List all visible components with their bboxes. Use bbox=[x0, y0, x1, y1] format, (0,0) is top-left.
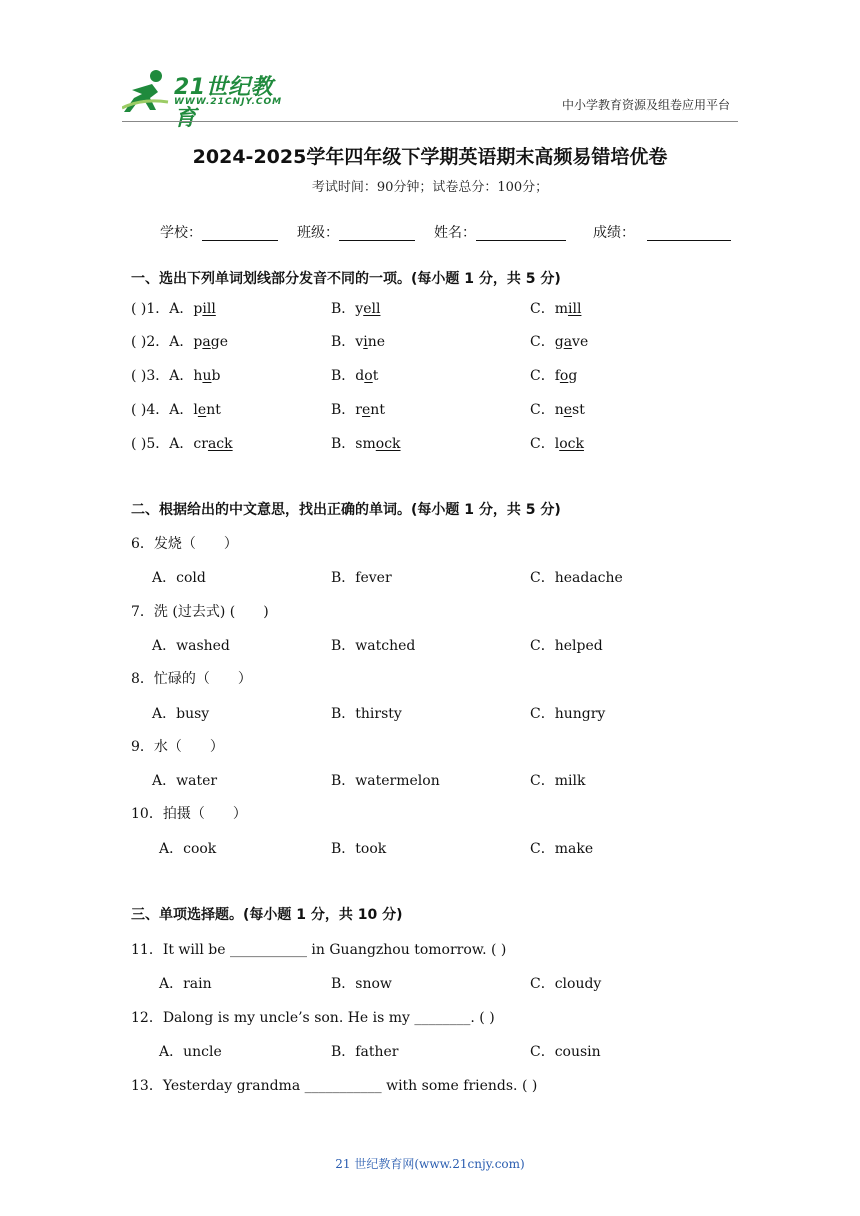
platform-name: 中小学教育资源及组卷应用平台 bbox=[561, 98, 730, 112]
question-2: ( )2．A．page bbox=[131, 334, 228, 350]
question-1-option-b[interactable]: B．yell bbox=[331, 301, 381, 317]
question-5-option-b[interactable]: B．smock bbox=[331, 436, 401, 452]
question-9-stem: 9．水（ ） bbox=[131, 739, 224, 755]
question-12-option-c[interactable]: C．cousin bbox=[530, 1044, 601, 1060]
question-1-option-c[interactable]: C．mill bbox=[530, 301, 582, 317]
exam-subtitle: 考试时间：90分钟；试卷总分：100分； bbox=[311, 180, 549, 195]
section-1-heading: 一、选出下列单词划线部分发音不同的一项。(每小题 1 分，共 5 分) bbox=[131, 271, 561, 287]
question-5: ( )5．A．crack bbox=[131, 436, 233, 452]
section-3-heading: 三、单项选择题。(每小题 1 分，共 10 分) bbox=[131, 907, 403, 923]
question-11-stem: 11．It will be ___________ in Guangzhou tomorrow. ( ) bbox=[131, 942, 507, 958]
question-8-stem: 8．忙碌的（ ） bbox=[131, 671, 252, 687]
question-12-stem: 12．Dalong is my uncle’s son. He is my ________. ( ) bbox=[131, 1010, 495, 1026]
underlined-part: e bbox=[197, 402, 207, 418]
underlined-part: u bbox=[202, 368, 212, 384]
question-11-option-b[interactable]: B．snow bbox=[331, 976, 392, 992]
question-8-option-c[interactable]: C．hungry bbox=[530, 706, 606, 722]
underlined-part: ill bbox=[568, 301, 582, 317]
section-2-heading: 二、根据给出的中文意思，找出正确的单词。(每小题 1 分，共 5 分) bbox=[131, 502, 561, 518]
score-field[interactable] bbox=[593, 222, 731, 242]
exam-title: 2024-2025学年四年级下学期英语期末高频易错培优卷 bbox=[192, 146, 668, 168]
question-8-option-a[interactable]: A．busy bbox=[152, 706, 210, 722]
question-6-option-c[interactable]: C．headache bbox=[530, 570, 623, 586]
class-blank[interactable] bbox=[339, 224, 415, 241]
footer[interactable]: 21 世纪教育网(www.21cnjy.com) bbox=[335, 1157, 525, 1171]
underlined-part: ill bbox=[202, 301, 216, 317]
underlined-part: e bbox=[362, 402, 371, 418]
question-9-option-c[interactable]: C．milk bbox=[530, 773, 586, 789]
underlined-part: i bbox=[363, 334, 368, 350]
question-10-option-a[interactable]: A．cook bbox=[159, 841, 217, 857]
question-9-option-b[interactable]: B．watermelon bbox=[331, 773, 440, 789]
score-blank[interactable] bbox=[647, 224, 731, 241]
question-7-option-c[interactable]: C．helped bbox=[530, 638, 603, 654]
underlined-part: a bbox=[202, 334, 211, 350]
header-divider bbox=[122, 121, 738, 122]
question-2-option-c[interactable]: C．gave bbox=[530, 334, 589, 350]
school-label: 学校： bbox=[160, 225, 202, 241]
underlined-part: o bbox=[364, 368, 373, 384]
question-12-option-a[interactable]: A．uncle bbox=[159, 1044, 222, 1060]
underlined-part: ack bbox=[207, 436, 233, 452]
name-label: 姓名： bbox=[434, 225, 476, 241]
question-11-option-c[interactable]: C．cloudy bbox=[530, 976, 602, 992]
underlined-part: o bbox=[559, 368, 569, 384]
question-4: ( )4．A．lent bbox=[131, 402, 221, 418]
question-10-option-c[interactable]: C．make bbox=[530, 841, 594, 857]
logo bbox=[122, 68, 292, 131]
school-blank[interactable] bbox=[202, 224, 278, 241]
underlined-part: ock bbox=[559, 436, 584, 452]
question-11-option-a[interactable]: A．rain bbox=[159, 976, 212, 992]
logo-text: 21世纪教育 bbox=[174, 75, 274, 131]
name-blank[interactable] bbox=[476, 224, 566, 241]
question-7-option-a[interactable]: A．washed bbox=[152, 638, 230, 654]
question-8-option-b[interactable]: B．thirsty bbox=[331, 706, 402, 722]
question-9-option-a[interactable]: A．water bbox=[152, 773, 218, 789]
underlined-part: ell bbox=[363, 301, 381, 317]
underlined-part: ock bbox=[375, 436, 401, 452]
question-6-option-b[interactable]: B．fever bbox=[331, 570, 392, 586]
question-5-option-c[interactable]: C．lock bbox=[530, 436, 584, 452]
score-label: 成绩： bbox=[593, 225, 635, 241]
school-field[interactable] bbox=[160, 222, 278, 242]
question-12-option-b[interactable]: B．father bbox=[331, 1044, 399, 1060]
question-10-option-b[interactable]: B．took bbox=[331, 841, 387, 857]
question-6-option-a[interactable]: A．cold bbox=[152, 570, 206, 586]
underlined-part: a bbox=[563, 334, 573, 350]
runner-logo-icon bbox=[122, 68, 172, 114]
question-4-option-c[interactable]: C．nest bbox=[530, 402, 585, 418]
question-2-option-b[interactable]: B．vine bbox=[331, 334, 386, 350]
logo-url: WWW.21CNJY.COM bbox=[174, 97, 283, 107]
question-7-stem: 7．洗 (过去式) ( ) bbox=[131, 604, 269, 620]
underlined-part: e bbox=[563, 402, 573, 418]
class-field[interactable] bbox=[297, 222, 415, 242]
question-4-option-b[interactable]: B．rent bbox=[331, 402, 385, 418]
question-10-stem: 10．拍摄（ ） bbox=[131, 806, 247, 822]
question-7-option-b[interactable]: B．watched bbox=[331, 638, 416, 654]
question-3: ( )3．A．hub bbox=[131, 368, 221, 384]
question-3-option-b[interactable]: B．dot bbox=[331, 368, 379, 384]
question-3-option-c[interactable]: C．fog bbox=[530, 368, 578, 384]
question-13-stem: 13．Yesterday grandma ___________ with some friends. ( ) bbox=[131, 1078, 538, 1094]
name-field[interactable] bbox=[434, 222, 566, 242]
class-label: 班级： bbox=[297, 225, 339, 241]
question-1: ( )1．A．pill bbox=[131, 301, 216, 317]
question-6-stem: 6．发烧（ ） bbox=[131, 536, 238, 552]
